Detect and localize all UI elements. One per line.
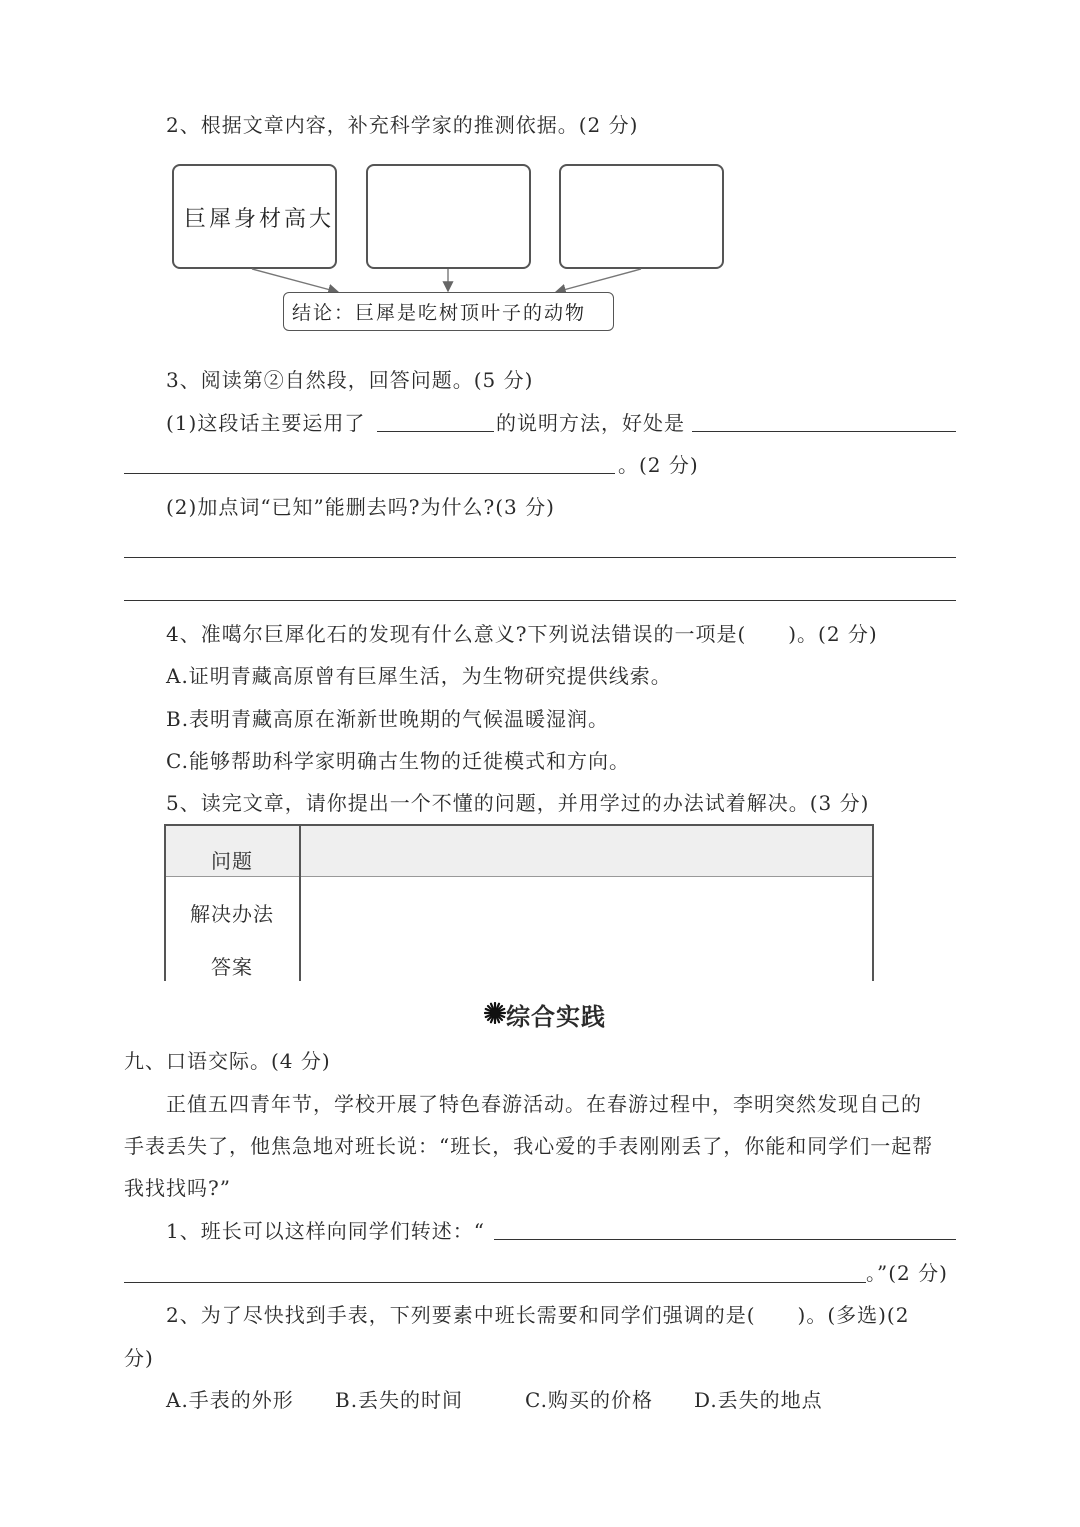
table-cell-method[interactable] [301,878,871,928]
sunburst-icon [484,1002,506,1024]
q3-p1-part-b: 的说明方法，好处是 [496,411,685,435]
q3-p2: (2)加点词“已知”能删去吗?为什么?(3 分) [166,495,555,519]
part9-option-a[interactable]: A.手表的外形 [166,1388,294,1412]
table-cell-question[interactable] [301,826,871,875]
part9-q1-prompt: 1、班长可以这样向同学们转述：“ [166,1219,485,1243]
part9-q2-line-1: 2、为了尽快找到手表，下列要素中班长需要和同学们强调的是( )。(多选)(2 [166,1303,910,1327]
table-right-border [872,824,874,981]
table-label-answer: 答案 [211,955,253,979]
arrow-right [556,269,641,292]
q3-answer-line-1[interactable] [124,557,956,558]
part9-title: 九、口语交际。(4 分) [124,1049,331,1073]
conclusion-text: 结论：巨犀是吃树顶叶子的动物 [292,302,587,324]
q3-blank-method[interactable] [377,431,494,432]
table-row-divider [164,876,874,877]
q3-title: 3、阅读第②自然段，回答问题。(5 分) [166,368,534,392]
arrows-diagram [0,0,1080,340]
q4-option-b[interactable]: B.表明青藏高原在渐新世晚期的气候温暖湿润。 [166,707,610,731]
q3-answer-line-2[interactable] [124,600,956,601]
part9-paragraph-line-3: 我找找吗?” [124,1176,231,1200]
q4-title: 4、准噶尔巨犀化石的发现有什么意义?下列说法错误的一项是( )。(2 分) [166,622,878,646]
table-label-method: 解决办法 [190,902,274,926]
arrow-left [252,269,338,292]
part9-option-c[interactable]: C.购买的价格 [525,1388,653,1412]
part9-option-b[interactable]: B.丢失的时间 [335,1388,464,1412]
evidence-box-1-text: 巨犀身材高大 [184,207,335,232]
q4-option-a[interactable]: A.证明青藏高原曾有巨犀生活，为生物研究提供线索。 [166,664,672,688]
q3-p1-end: 。(2 分) [618,453,699,477]
part9-q1-blank-2[interactable] [124,1282,866,1283]
part9-q1-end: 。”(2 分) [866,1261,948,1285]
table-label-question: 问题 [211,849,253,873]
part9-q2-line-2: 分) [124,1346,154,1370]
section-title: 综合实践 [506,1003,606,1031]
part9-option-d[interactable]: D.丢失的地点 [694,1388,823,1412]
table-cell-answer[interactable] [301,930,871,980]
part9-paragraph-line-1: 正值五四青年节，学校开展了特色春游活动。在春游过程中，李明突然发现自己的 [166,1092,922,1116]
part9-q1-blank-1[interactable] [494,1239,956,1240]
q3-p1-part-a: (1)这段话主要运用了 [166,411,366,435]
part9-paragraph-line-2: 手表丢失了，他焦急地对班长说：“班长，我心爱的手表刚刚丢了，你能和同学们一起帮 [124,1134,934,1158]
q2-title: 2、根据文章内容，补充科学家的推测依据。(2 分) [166,113,639,137]
q3-blank-benefit-2[interactable] [124,473,615,474]
q3-blank-benefit-1[interactable] [692,431,956,432]
q5-title: 5、读完文章，请你提出一个不懂的问题，并用学过的办法试着解决。(3 分) [166,791,870,815]
q4-option-c[interactable]: C.能够帮助科学家明确古生物的迁徙模式和方向。 [166,749,630,773]
